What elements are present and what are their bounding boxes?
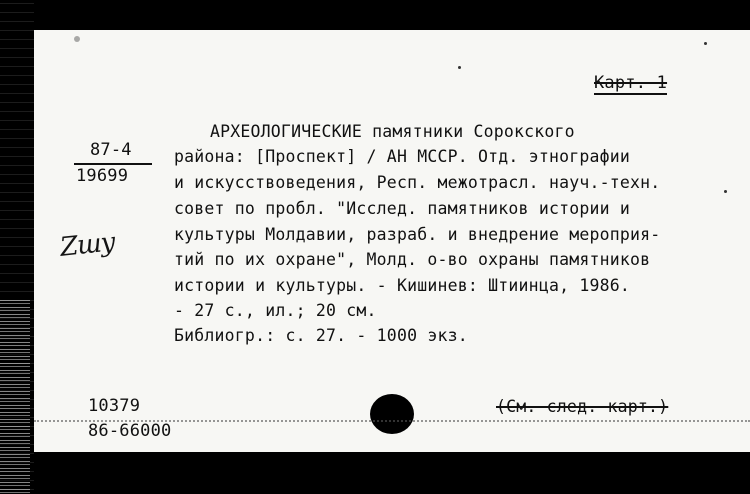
card-number: Карт. 1 — [594, 73, 668, 93]
body-line-9: Библиогр.: с. 27. - 1000 экз. — [174, 326, 468, 345]
code-divider-line — [74, 163, 152, 165]
body-line-6: тий по их охране", Молд. о-во охраны памятников — [174, 250, 651, 269]
continuation-note — [496, 397, 668, 416]
body-line-1: АРХЕОЛОГИЧЕСКИЕ памятники Сорокского — [210, 122, 575, 141]
registration-number: 86-66000 — [88, 421, 172, 441]
author-sign-code: 19699 — [76, 166, 129, 186]
body-line-4: совет по пробл. "Исслед. памятников истории и — [174, 199, 631, 218]
punch-hole — [370, 394, 414, 434]
handwritten-mark: Zшу — [58, 227, 117, 263]
dust-speck — [724, 190, 727, 193]
scan-edge-noise — [0, 300, 30, 494]
continuation-note-text: (См. след. карт.) — [496, 397, 669, 416]
inventory-number: 10379 — [88, 396, 141, 416]
body-line-2: района: [Проспект] / АН МССР. Отд. этнографии — [174, 147, 631, 166]
body-line-8: - 27 с., ил.; 20 см. — [174, 301, 377, 320]
dust-speck — [74, 36, 80, 42]
body-line-7: истории и культуры. - Кишинев: Штиинца, 1986. — [174, 276, 631, 295]
catalog-card — [34, 30, 750, 452]
body-line-5: культуры Молдавии, разраб. и внедрение мероприя- — [174, 225, 661, 244]
dust-speck — [704, 42, 707, 45]
classification-code: 87-4 — [90, 140, 132, 160]
body-line-3: и искусствоведения, Респ. межотрасл. науч.-техн. — [174, 173, 661, 192]
scan-dotted-line — [34, 420, 750, 422]
dust-speck — [458, 66, 461, 69]
